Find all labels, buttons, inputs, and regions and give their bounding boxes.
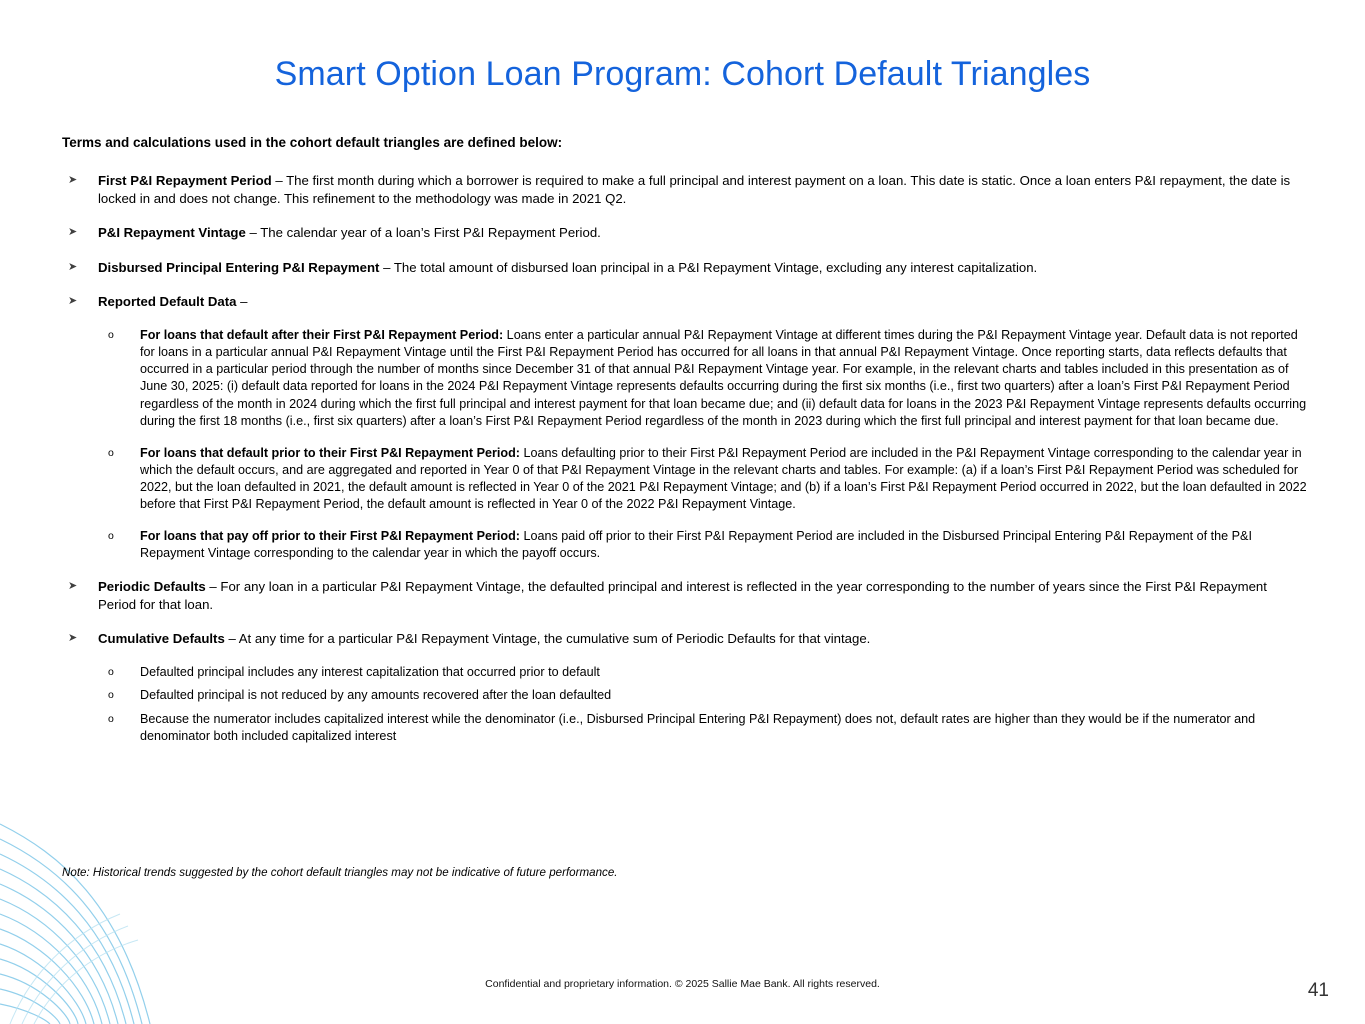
sub-bullet-payoff-prior-period <box>98 528 1307 562</box>
bullet-periodic-defaults <box>62 578 1307 614</box>
page-title: Smart Option Loan Program: Cohort Default Triangles <box>274 55 1091 93</box>
bullet-marker-icon: ➤ <box>68 260 78 273</box>
term-description: Loans defaulting prior to their First P&I Repayment Period are included in the P&I Repayment Vintage corresponding to the calendar year in which the default occurs, and are aggregated and reported in Year 0 of that P&I Repayment Vintage in the relevant charts and tables. For example: (a) if a loan’s First P&I Repayment Period was scheduled for 2022, but the loan defaulted in 2021, the default amount is reflected in Year 0 of the 2021 P&I Repayment Vintage; and (b) if a loan’s First P&I Repayment Period occurred in 2022, but the loan defaulted in 2022 before that First P&I Repayment Period, the default amount is reflected in Year 0 of the 2022 P&I Repayment Vintage. <box>140 445 1307 512</box>
confidentiality-footer: Confidential and proprietary information. © 2025 Sallie Mae Bank. All rights reserved. <box>485 978 880 990</box>
bullet-marker-icon: ➤ <box>68 579 78 592</box>
bullet-cumulative-defaults <box>62 630 1307 648</box>
sub-bullet-numerator-denominator <box>98 711 1307 745</box>
sub-bullet-default-prior-period <box>98 445 1307 514</box>
intro-text: Terms and calculations used in the cohort default triangles are defined below: <box>62 135 563 150</box>
term-label: For loans that pay off prior to their First P&I Repayment Period: <box>140 529 520 544</box>
slide-content <box>62 135 1307 751</box>
bullet-first-pi-repayment-period <box>62 172 1307 208</box>
term-label: For loans that default prior to their First P&I Repayment Period: <box>140 445 520 460</box>
term-label: First P&I Repayment Period <box>98 173 272 188</box>
historical-trends-note: Note: Historical trends suggested by the cohort default triangles may not be indicative of future performance. <box>62 866 618 879</box>
sub-bullet-marker-icon: o <box>108 666 114 679</box>
term-description: Loans enter a particular annual P&I Repayment Vintage at different times during the P&I Repayment Vintage year. Default data is not reported for loans in a particular annual P&I Repayment Vintage until the First P&I Repayment Period has occurred for all loans in that annual P&I Repayment Vintage. Once reporting starts, data reflects defaults that occurred in a particular period through the number of months since December 31 of that annual P&I Repayment Vintage year. For example, in the relevant charts and tables included in this presentation as of June 30, 2025: (i) default data reported for loans in the 2024 P&I Repayment Vintage represents defaults occurring during the first six months (i.e., first two quarters) after a loan’s First P&I Repayment Period regardless of the month in 2024 during which the first full principal and interest payment for that loan became due; and (ii) default data for loans in the 2023 P&I Repayment Vintage represents defaults occurring during the first 18 months (i.e., first six quarters) after a loan’s First P&I Repayment Period regardless of the month in 2023 during which the first full principal and interest payment for that loan became due. <box>140 328 1307 428</box>
term-description: Because the numerator includes capitalized interest while the denominator (i.e., Disbursed Principal Entering P&I Repayment) does not, default rates are higher than they would be if the numerator and denominator both included capitalized interest <box>140 711 1256 743</box>
bullet-marker-icon: ➤ <box>68 294 78 307</box>
sub-bullet-marker-icon: o <box>108 446 114 459</box>
sub-bullet-no-recovery-reduction <box>98 687 1307 704</box>
term-description: Defaulted principal is not reduced by any amounts recovered after the loan defaulted <box>140 688 612 703</box>
term-label: Reported Default Data <box>98 293 237 309</box>
term-label: Periodic Defaults <box>98 578 206 594</box>
sub-bullet-capitalization-prior-default <box>98 664 1307 681</box>
term-label: P&I Repayment Vintage <box>98 225 246 241</box>
term-description: – The calendar year of a loan’s First P&I Repayment Period. <box>245 225 601 241</box>
page-number: 41 <box>1307 980 1329 1001</box>
bullet-pi-repayment-vintage <box>62 224 1307 242</box>
sub-bullet-marker-icon: o <box>108 712 114 725</box>
bullet-marker-icon: ➤ <box>68 174 78 186</box>
bullet-marker-icon: ➤ <box>68 226 78 239</box>
bullet-marker-icon: ➤ <box>68 632 78 645</box>
term-description: Loans paid off prior to their First P&I Repayment Period are included in the Disbursed Principal Entering P&I Repayment of the P&I Repayment Vintage corresponding to the calendar year in which the payoff occurs. <box>140 529 1252 561</box>
term-description: – At any time for a particular P&I Repayment Vintage, the cumulative sum of Periodic Defaults for that vintage. <box>224 631 871 647</box>
term-label: Disbursed Principal Entering P&I Repayment <box>98 259 380 275</box>
sub-bullet-marker-icon: o <box>108 530 114 543</box>
term-label: Cumulative Defaults <box>98 631 225 647</box>
term-description: – The total amount of disbursed loan principal in a P&I Repayment Vintage, excluding any interest capitalization. <box>379 259 1038 275</box>
bullet-disbursed-principal <box>62 259 1307 277</box>
term-label: For loans that default after their First P&I Repayment Period: <box>140 328 504 343</box>
sub-bullet-marker-icon: o <box>108 689 114 702</box>
term-description: – The first month during which a borrower is required to make a full principal and interest payment on a loan. This date is static. Once a loan enters P&I repayment, the date is locked in and does not change. This refinement to the methodology was made in 2021 Q2. <box>98 173 1291 207</box>
sub-bullet-default-after-period <box>98 327 1307 430</box>
sub-bullet-marker-icon: o <box>108 329 114 342</box>
term-description: Defaulted principal includes any interest capitalization that occurred prior to default <box>140 665 600 680</box>
term-description: – <box>236 293 248 309</box>
bullet-reported-default-data <box>62 293 1307 311</box>
term-description: – For any loan in a particular P&I Repayment Vintage, the defaulted principal and interest is reflected in the year corresponding to the number of years since the First P&I Repayment Period for that loan. <box>98 578 1267 612</box>
